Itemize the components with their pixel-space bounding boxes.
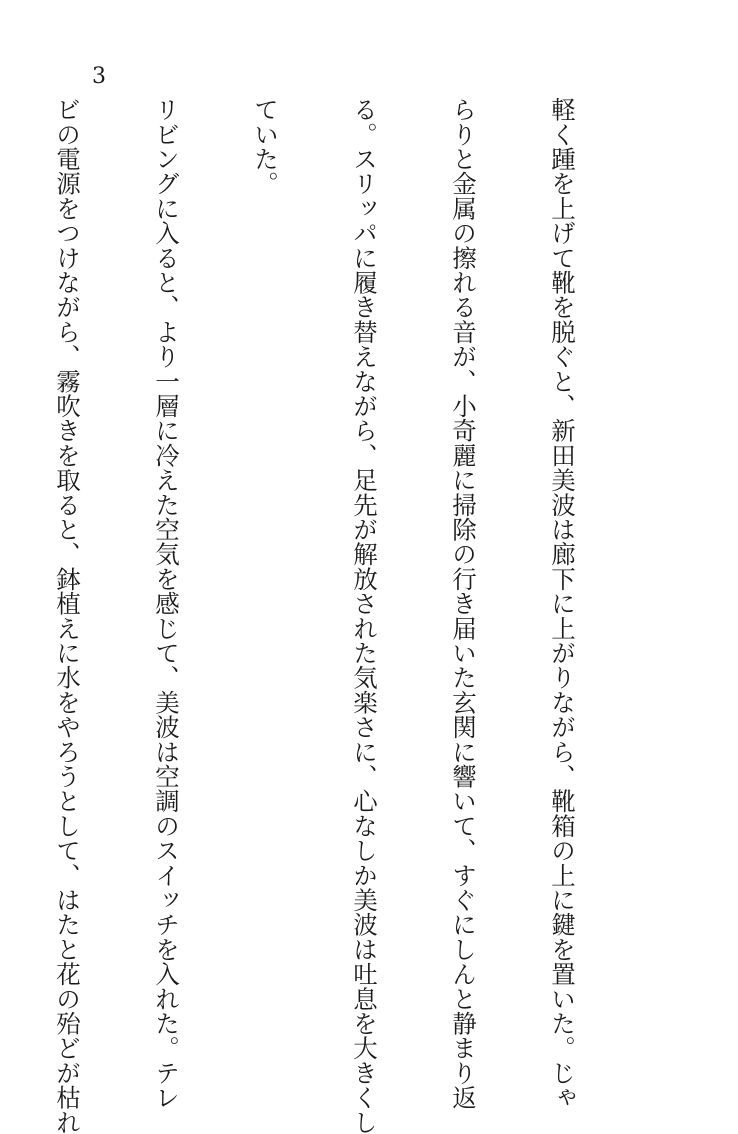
text-line: る。スリッパに履き替えながら、足先が解放された気楽さに、心なしか美波は吐息を大きくし <box>350 97 379 1134</box>
body-text <box>53 97 645 1134</box>
text-line: リビングに入ると、より一層に冷えた空気を感じて、美波は空調のスイッチを入れた。テレ <box>152 97 181 1110</box>
page-number: 3 <box>92 64 106 89</box>
text-line: 軽く踵を上げて靴を脱ぐと、新田美波は廊下に上がりながら、靴箱の上に鍵を置いた。じゃ <box>548 97 577 1110</box>
text-line: ていた。 <box>251 97 280 196</box>
text-line: らりと金属の擦れる音が、小奇麗に掃除の行き届いた玄関に響いて、すぐにしんと静まり返 <box>449 97 478 1110</box>
text-line: ビの電源をつけながら、霧吹きを取ると、鉢植えに水をやろうとして、はたと花の殆どが枯れ <box>53 97 82 1134</box>
